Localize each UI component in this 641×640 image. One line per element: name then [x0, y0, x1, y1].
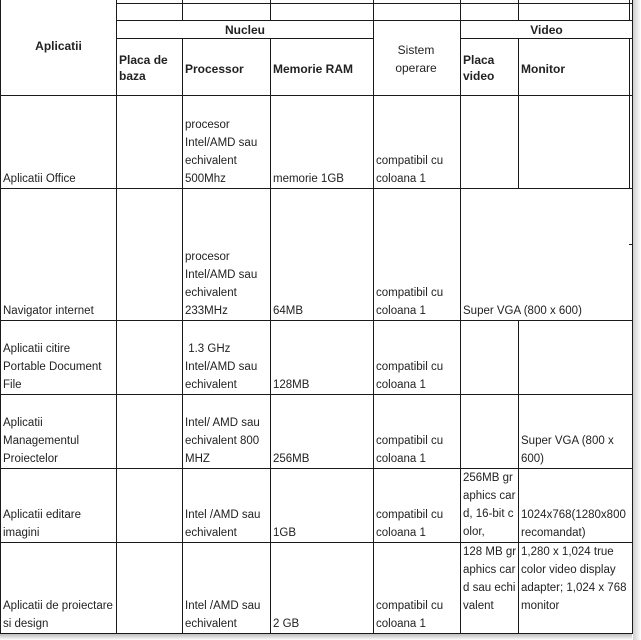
row-navigator-name: Navigator internet: [3, 305, 94, 317]
row-images-memory: 1GB: [273, 527, 297, 539]
grid-line: [629, 0, 630, 20]
header-memorie-ram: Memorie RAM: [273, 62, 354, 76]
grid-line: [182, 0, 183, 20]
row-images-name: Aplicatii editare imagini: [3, 509, 81, 539]
header-monitor: Monitor: [521, 62, 565, 76]
grid-line: [116, 3, 633, 4]
row-images-video-card: 256MB graphics card, 16-bit color,: [463, 472, 516, 538]
row-pdf-os: compatibil cu coloana 1: [376, 361, 444, 391]
row-design-monitor: 1,280 x 1,024 true color video display adapter; 1,024 x 768 monitor: [521, 546, 627, 612]
grid-line: [518, 320, 519, 634]
grid-line: [460, 0, 461, 634]
grid-line: [116, 38, 373, 39]
row-navigator-memory: 64MB: [273, 305, 304, 317]
grid-line: [460, 38, 633, 39]
header-aplicatii: Aplicatii: [35, 39, 82, 53]
header-nucleu: Nucleu: [224, 23, 265, 37]
row-design-video-card: 128 MB graphics card sau echivalent: [463, 546, 517, 612]
row-office-memory: memorie 1GB: [273, 173, 344, 185]
row-pdf-processor: 1.3 GHz Intel/AMD sau echivalent: [185, 343, 261, 391]
header-processor: Processor: [185, 62, 244, 76]
row-images-monitor: 1024x768(1280x800 recomandat): [521, 509, 626, 539]
row-navigator-processor: procesor Intel/AMD sau echivalent 233MHz: [185, 251, 258, 317]
grid-line: [518, 38, 519, 188]
row-management-processor: Intel/ AMD sau echivalent 800 MHZ: [185, 417, 260, 465]
row-pdf-memory: 128MB: [273, 379, 310, 391]
header-video: Video: [530, 23, 563, 37]
row-management-name: Aplicatii Managementul Proiectelor: [3, 417, 80, 465]
row-office-name: Aplicatii Office: [3, 173, 76, 185]
row-office-os: compatibil cu coloana 1: [376, 155, 444, 185]
row-navigator-os: compatibil cu coloana 1: [376, 287, 444, 317]
grid-line: [270, 0, 271, 20]
row-office-processor: procesor Intel/AMD sau echivalent 500Mhz: [185, 119, 258, 185]
grid-line: [373, 0, 374, 634]
header-placa-de-baza: Placa de baza: [119, 53, 168, 83]
row-pdf-name: Aplicatii citire Portable Document File: [3, 343, 102, 391]
row-design-name: Aplicatii de proiectare si design: [3, 600, 113, 630]
row-management-os: compatibil cu coloana 1: [376, 435, 444, 465]
header-placa-video: Placa video: [463, 53, 495, 83]
grid-line: [0, 0, 1, 634]
header-sistem-operare: Sistem operare: [395, 43, 437, 75]
grid-line: [116, 20, 633, 21]
grid-line: [182, 38, 183, 634]
row-management-memory: 256MB: [273, 453, 310, 465]
row-navigator-video: Super VGA (800 x 600): [463, 305, 582, 317]
row-design-os: compatibil cu coloana 1: [376, 600, 444, 630]
grid-line: [629, 38, 630, 188]
page-shadow-right: [633, 0, 641, 640]
grid-line: [518, 0, 519, 20]
row-images-processor: Intel /AMD sau echivalent: [185, 509, 261, 539]
row-images-os: compatibil cu coloana 1: [376, 509, 444, 539]
grid-line: [270, 38, 271, 634]
grid-line: [116, 0, 117, 634]
page-shadow: [0, 634, 632, 640]
row-design-processor: Intel /AMD sau echivalent: [185, 600, 261, 630]
row-design-memory: 2 GB: [273, 618, 300, 630]
row-management-monitor: Super VGA (800 x 600): [521, 435, 614, 465]
